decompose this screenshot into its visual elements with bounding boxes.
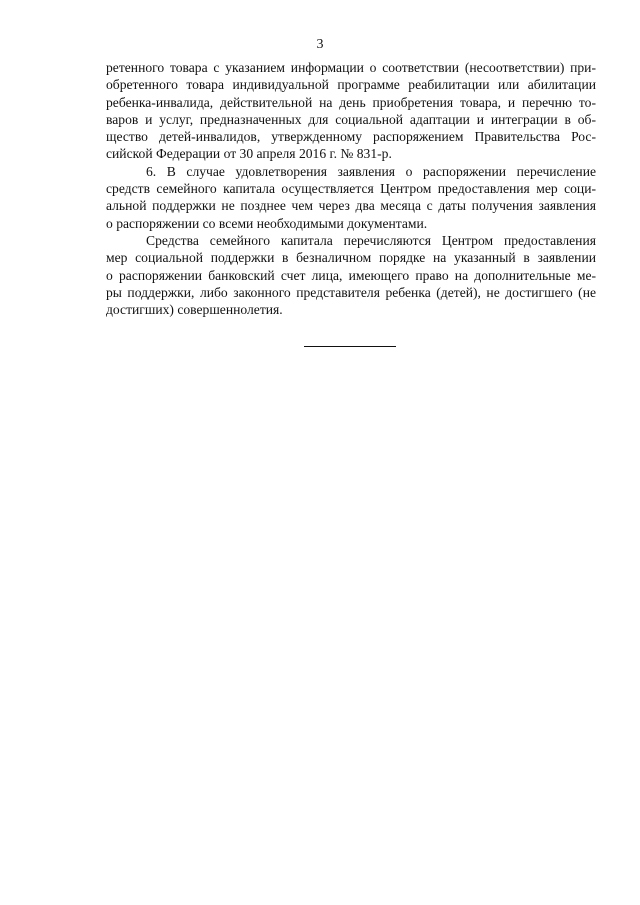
text-line: ретенного товара с указанием информации о соответствии (несоответствии) при- bbox=[106, 60, 596, 75]
text-line: достигших) совершеннолетия. bbox=[106, 302, 283, 318]
text-line: альной поддержки не позднее чем через два месяца с даты получения заявления bbox=[106, 198, 596, 214]
text-line: о распоряжении банковский счет лица, имеющего право на дополнительные ме- bbox=[106, 267, 596, 283]
text-line: ры поддержки, либо законного представителя ребенка (детей), не достигшего (не bbox=[106, 284, 596, 300]
text-line: Средства семейного капитала перечисляются Центром предоставления bbox=[146, 232, 596, 248]
paragraph-item-6 bbox=[106, 163, 596, 232]
text-line: средств семейного капитала осуществляется Центром предоставления мер соци- bbox=[106, 181, 596, 197]
document-body bbox=[106, 59, 596, 318]
paragraph-transfer bbox=[106, 232, 596, 318]
text-line: варов и услуг, предназначенных для социальной адаптации и интеграции в об- bbox=[106, 111, 596, 127]
text-line: о распоряжении со всеми необходимыми документами. bbox=[106, 215, 428, 231]
paragraph-continuation bbox=[106, 59, 596, 163]
end-of-document-rule bbox=[304, 346, 396, 347]
text-line: щество детей-инвалидов, утвержденному распоряжением Правительства Рос- bbox=[106, 129, 596, 145]
text-line: сийской Федерации от 30 апреля 2016 г. № 831-р. bbox=[106, 146, 392, 162]
text-line: обретенного товара индивидуальной программе реабилитации или абилитации bbox=[106, 77, 596, 93]
text-line: мер социальной поддержки в безналичном порядке на указанный в заявлении bbox=[106, 250, 596, 266]
page-number: 3 bbox=[316, 37, 324, 52]
text-line: 6. В случае удовлетворения заявления о распоряжении перечисление bbox=[146, 163, 596, 179]
text-line: ребенка-инвалида, действительной на день приобретения товара, и перечню то- bbox=[106, 94, 596, 110]
